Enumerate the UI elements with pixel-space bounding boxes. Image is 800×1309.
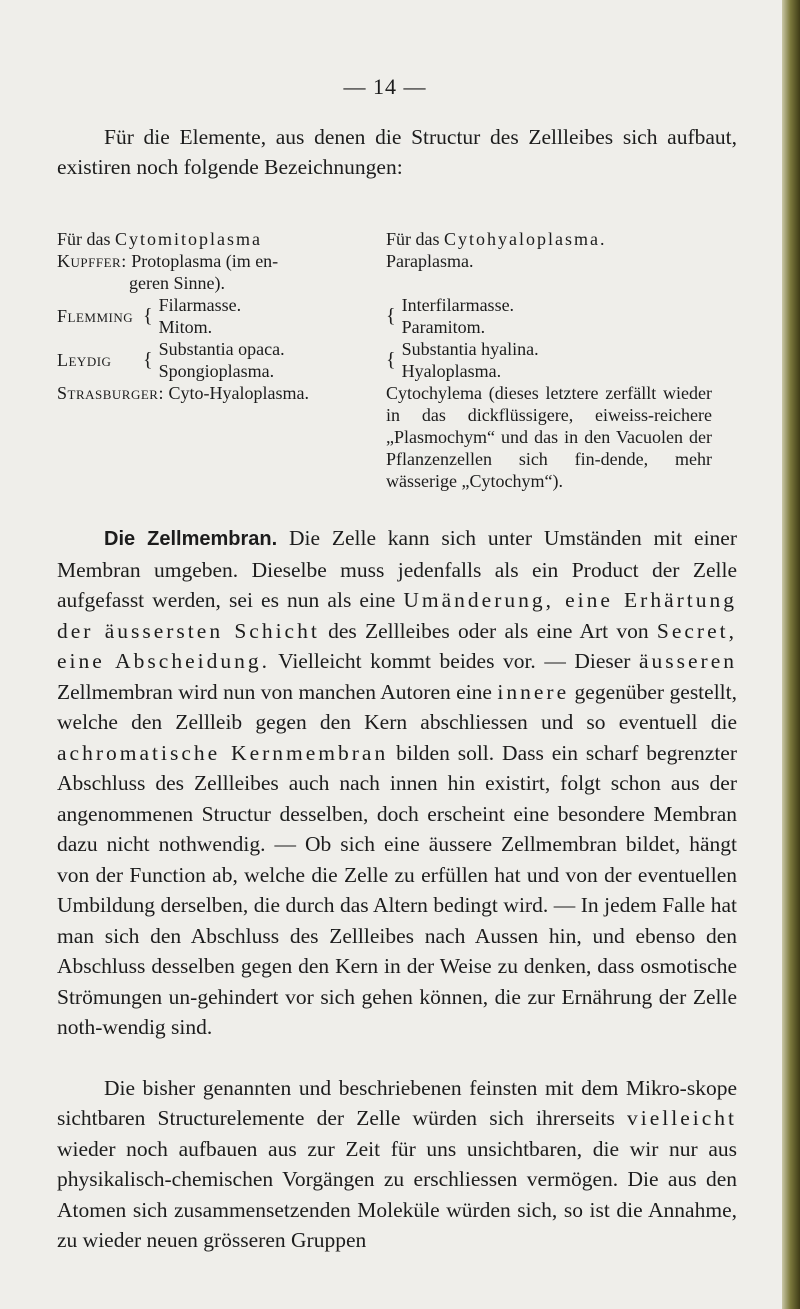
kupffer-entry xyxy=(57,250,377,272)
flemming-term-1: Filarmasse. xyxy=(158,295,242,315)
p2-a: Die bisher genannten und beschriebenen feinsten mit dem Mikro-skope sichtbaren Structurelemente der Zelle würden sich ihrerseits xyxy=(57,1075,737,1130)
spacer xyxy=(386,272,712,294)
left-brace-icon: { xyxy=(143,349,153,371)
emph-aeusseren: äusseren xyxy=(638,649,737,673)
emph-innere: innere xyxy=(497,679,570,704)
author-flemming: Flemming xyxy=(57,306,134,326)
p1-a: Die Zelle kann sich unter Umständen mit einer Membran umgeben. Dieselbe muss jedenfalls als ein Product der Zelle aufgefasst werden, sei es nun als eine xyxy=(57,526,738,612)
author-kupffer: Kupffer: xyxy=(57,251,127,271)
kupffer-text-2: geren Sinne). xyxy=(129,273,225,293)
strasburger-text: Cyto-Hyaloplasma. xyxy=(168,383,309,403)
left-header-prefix: Für das xyxy=(57,229,111,249)
emph-umaenderung: Umänderung, eine Erhärtung der äussersten Schicht xyxy=(57,588,737,643)
flemming-entry xyxy=(57,294,377,338)
author-strasburger: Strasburger: xyxy=(57,383,164,403)
p1-f: bilden soll. Dass ein scharf begrenzter Abschluss des Zellleibes auch nach innen hin existirt, folgt schon aus der angenommenen Structur desselben, doch erscheint eine besondere Membran dazu nicht nothwendig. — Ob sich eine äussere Zellmembran bildet, hängt von der Function ab, welche die Zelle zu erfüllen hat und von der eventuellen Umbildung derselben, die durch das Altern bedingt wird. — In jedem Falle hat man sich den Abschluss des Zellleibes nach Aussen hin, und ebenso den Abschluss desselben gegen den Kern in der Weise zu denken, dass osmotische Strömungen un-gehindert vor sich gehen können, die zur Ernährung der Zelle noth-wendig sind. xyxy=(57,740,737,1039)
left-brace-icon: { xyxy=(143,305,153,327)
right-column-cytohyaloplasma xyxy=(386,228,712,492)
flemming-right-entry xyxy=(386,294,712,338)
page-edge xyxy=(782,0,800,1309)
kupffer-text-1: Protoplasma (im en- xyxy=(131,251,279,271)
leydig-right-term-1: Substantia hyalina. xyxy=(401,339,539,359)
emph-vielleicht: vielleicht xyxy=(627,1106,737,1130)
flemming-term-2: Mitom. xyxy=(158,317,213,337)
strasburger-right-text: Cytochylema (dieses letztere zerfällt wieder in das dickflüssigere, eiweiss-reichere „Plasmochym“ und das in den Vacuolen der Pflanzenzellen sich fin-dende, mehr wässerige „Cytochym“). xyxy=(386,383,712,491)
paragraph-1 xyxy=(57,523,737,1043)
left-column-cytomitoplasma xyxy=(57,228,377,404)
right-header xyxy=(386,228,712,250)
p1-c: Vielleicht kommt beides vor. — Dieser xyxy=(269,649,639,673)
right-brace-icon: { xyxy=(386,349,396,371)
p1-d: Zellmembran wird nun von manchen Autoren eine xyxy=(57,679,498,704)
right-brace-icon: { xyxy=(386,305,396,327)
leydig-entry xyxy=(57,338,377,382)
flemming-right-term-1: Interfilarmasse. xyxy=(401,295,515,315)
section-zellmembran xyxy=(57,523,737,1256)
left-header xyxy=(57,228,377,250)
flemming-right-term-2: Paramitom. xyxy=(401,317,486,337)
leydig-right-entry xyxy=(386,338,712,382)
section-heading: Die Zellmembran. xyxy=(104,528,278,550)
emph-secret: Secret, eine Abscheidung. xyxy=(57,618,737,673)
left-header-term: Cytomitoplasma xyxy=(115,229,262,249)
intro-paragraph xyxy=(57,122,737,182)
right-header-term: Cytohyaloplasma. xyxy=(444,229,607,249)
leydig-term-1: Substantia opaca. xyxy=(158,339,285,359)
emph-achromatische: achromatische Kernmembran xyxy=(57,740,389,765)
p1-e: gegenüber gestellt, welche den Zellleib gegen den Kern abschliessen und so eventuell die xyxy=(57,679,737,734)
strasburger-entry xyxy=(57,382,377,404)
intro-text: Für die Elemente, aus denen die Structur des Zellleibes sich aufbaut, existiren noch folgende Bezeichnungen: xyxy=(57,125,737,179)
paragraph-2 xyxy=(57,1073,737,1256)
author-leydig: Leydig xyxy=(57,350,112,370)
leydig-right-term-2: Hyaloplasma. xyxy=(401,361,502,381)
kupffer-right-text: Paraplasma. xyxy=(386,251,474,271)
p1-b: des Zellleibes oder als eine Art von xyxy=(319,618,657,643)
right-header-prefix: Für das xyxy=(386,229,440,249)
leydig-term-2: Spongioplasma. xyxy=(158,361,275,381)
page-number: — 14 — xyxy=(343,74,427,99)
p2-b: wieder noch aufbauen aus zur Zeit für uns unsichtbaren, die wir nur aus physikalisch-chemischen Vorgängen zu erschliessen vermögen. Die aus den Atomen sich zusammensetzenden Moleküle würden sich, so ist die Annahme, zu wieder neuen grösseren Gruppen xyxy=(57,1136,737,1252)
